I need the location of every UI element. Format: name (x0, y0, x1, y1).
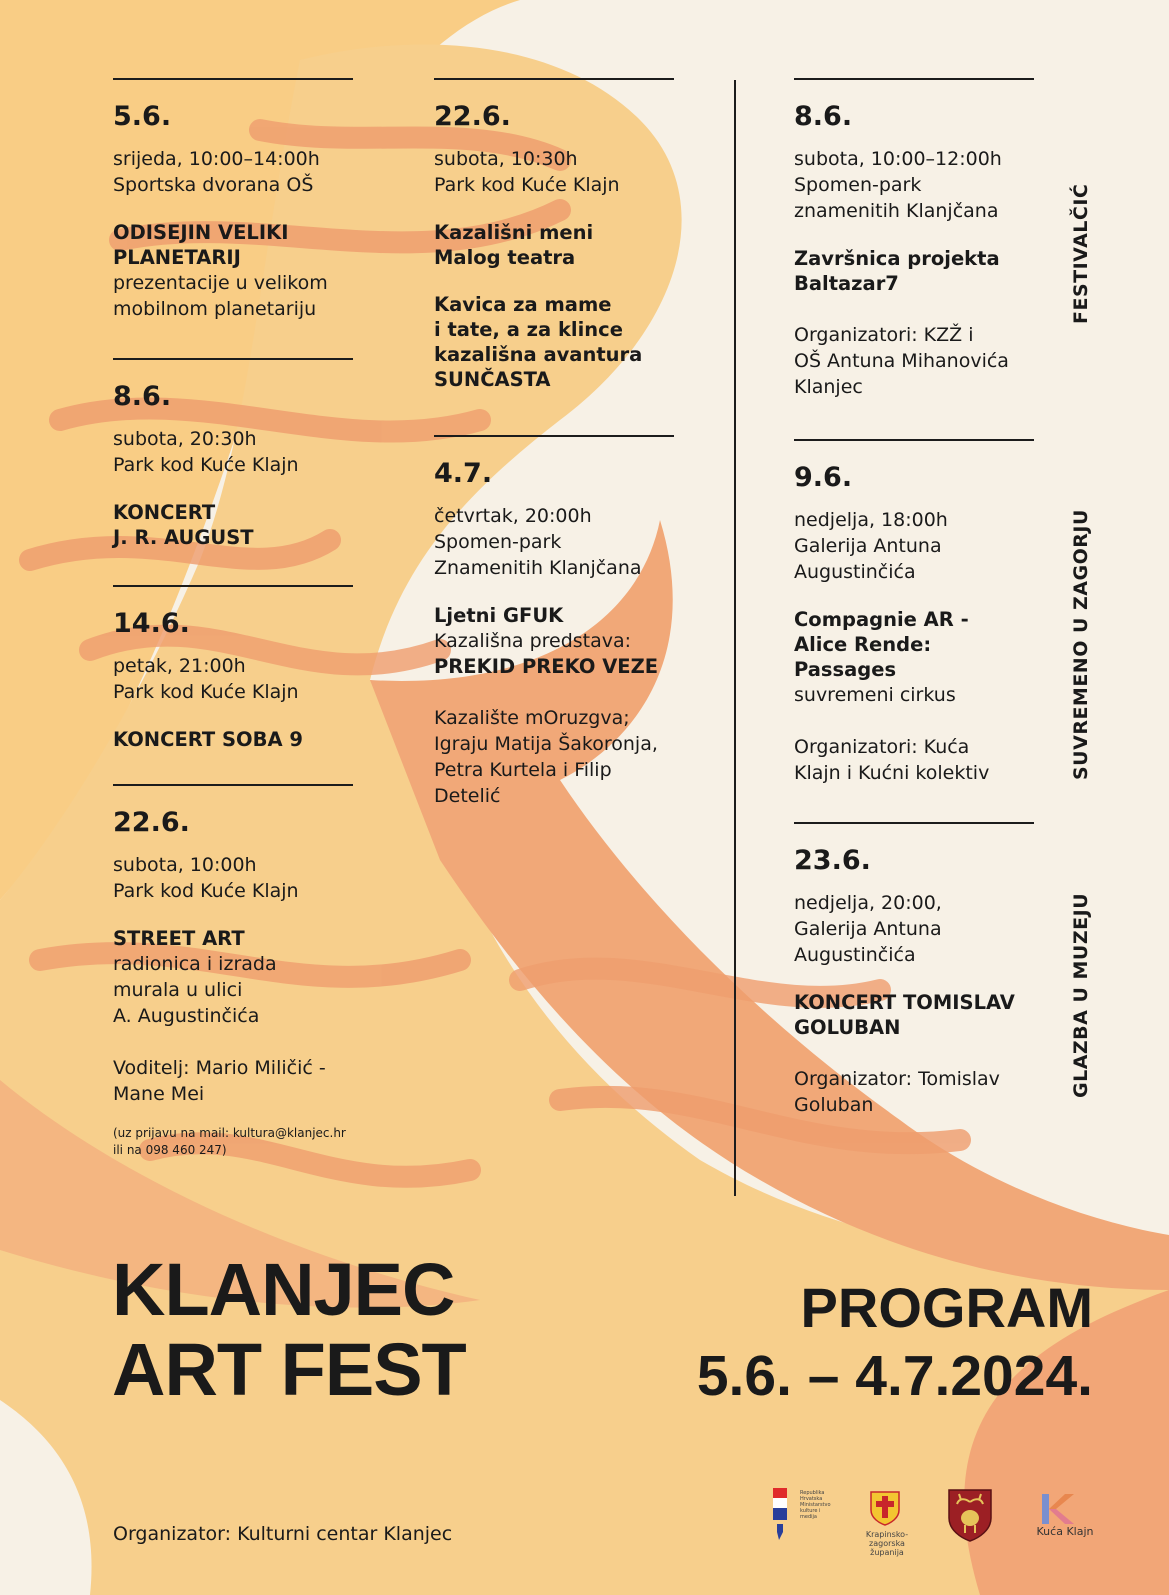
event-date: 22.6. (113, 807, 190, 838)
divider (113, 585, 353, 587)
event-venue: Augustinčića (794, 561, 916, 583)
divider (434, 78, 674, 80)
event-22-6-street-art (113, 784, 353, 1159)
event-22-6-kazalisni-meni (434, 78, 674, 392)
program-dates: 5.6. – 4.7.2024. (696, 1344, 1093, 1408)
event-venue: Galerija Antuna (794, 918, 942, 940)
event-date: 14.6. (113, 608, 190, 639)
event-title: Ljetni GFUK (434, 604, 564, 627)
festival-name-line: ART FEST (112, 1328, 466, 1411)
event-date: 5.6. (113, 101, 172, 132)
side-label-festivalcic: FESTIVALČIĆ (1070, 183, 1092, 324)
divider (794, 439, 1034, 441)
event-title: Kavica za mame (434, 293, 612, 316)
registration-note: (uz prijavu na mail: kultura@klanjec.hr (113, 1126, 346, 1140)
event-time: subota, 10:00h (113, 854, 257, 876)
event-organizer: Organizator: Tomislav (794, 1068, 1000, 1090)
event-time: srijeda, 10:00–14:00h (113, 148, 320, 170)
event-title: Baltazar7 (794, 272, 899, 295)
event-title: PREKID PREKO VEZE (434, 655, 659, 678)
event-description: Petra Kurtela i Filip (434, 759, 612, 781)
event-leader: Mane Mei (113, 1083, 205, 1105)
event-venue: Augustinčića (794, 944, 916, 966)
event-date: 4.7. (434, 458, 493, 489)
event-title: Kazališni meni (434, 221, 594, 244)
event-title: KONCERT TOMISLAV (794, 991, 1015, 1014)
event-title: Passages (794, 658, 897, 681)
event-date: 23.6. (794, 845, 871, 876)
event-description: Detelić (434, 785, 501, 807)
event-description: suvremeni cirkus (794, 684, 956, 706)
event-venue: znamenitih Klanjčana (794, 200, 999, 222)
event-description: mobilnom planetariju (113, 298, 317, 320)
event-description: murala u ulici (113, 979, 243, 1001)
event-14-6 (113, 585, 353, 752)
event-venue: Galerija Antuna (794, 535, 942, 557)
column-divider (734, 80, 736, 1196)
event-venue: Park kod Kuće Klajn (434, 174, 620, 196)
county-coat-of-arms-icon (869, 1490, 901, 1526)
event-organizer: Organizatori: KZŽ i (794, 324, 974, 346)
croatia-flag-icon (773, 1488, 789, 1544)
event-subtitle: Kazališna predstava: (434, 630, 632, 652)
divider (794, 822, 1034, 824)
event-title: Compagnie AR - (794, 608, 969, 631)
event-time: subota, 10:30h (434, 148, 578, 170)
kuca-klajn-k-icon (1038, 1492, 1078, 1526)
program-label: PROGRAM (800, 1276, 1093, 1339)
registration-note: ili na 098 460 247) (113, 1143, 227, 1157)
festival-name (112, 1250, 466, 1410)
event-title: KONCERT (113, 501, 216, 524)
event-title: i tate, a za klince (434, 318, 623, 341)
event-title: KONCERT SOBA 9 (113, 728, 303, 751)
event-venue: Park kod Kuće Klajn (113, 880, 299, 902)
side-label-suvremeno: SUVREMENO U ZAGORJU (1070, 509, 1092, 780)
event-title: Alice Rende: (794, 633, 932, 656)
event-23-6 (794, 822, 1034, 1118)
divider (794, 78, 1034, 80)
event-description: A. Augustinčića (113, 1005, 260, 1027)
event-date: 22.6. (434, 101, 511, 132)
event-9-6 (794, 439, 1034, 786)
event-time: subota, 10:00–12:00h (794, 148, 1002, 170)
event-title: PLANETARIJ (113, 246, 241, 269)
event-title: ODISEJIN VELIKI (113, 221, 289, 244)
event-venue: Spomen-park (794, 174, 922, 196)
divider (113, 784, 353, 786)
event-leader: Voditelj: Mario Miličić - (113, 1057, 326, 1079)
event-time: nedjelja, 20:00, (794, 892, 942, 914)
klanjec-coat-of-arms-icon (947, 1488, 993, 1542)
organizer-text: Organizator: Kulturni centar Klanjec (113, 1523, 453, 1545)
festival-name-line: KLANJEC (112, 1248, 455, 1331)
event-title: SUNČASTA (434, 368, 551, 391)
event-date: 8.6. (113, 381, 172, 412)
program-heading (697, 1277, 1093, 1413)
divider (113, 78, 353, 80)
event-8-6-festivalcic (794, 78, 1034, 400)
event-description: radionica i izrada (113, 953, 277, 975)
event-4-7 (434, 435, 674, 809)
event-venue: Sportska dvorana OŠ (113, 174, 314, 196)
county-logo (869, 1490, 901, 1526)
event-description: prezentacije u velikom (113, 272, 328, 294)
divider (434, 435, 674, 437)
event-description: Igraju Matija Šakoronja, (434, 733, 658, 755)
event-time: petak, 21:00h (113, 655, 246, 677)
event-venue: Park kod Kuće Klajn (113, 454, 299, 476)
kuca-klajn-logo (1030, 1492, 1110, 1542)
event-time: četvrtak, 20:00h (434, 505, 592, 527)
event-venue: Spomen-park (434, 531, 562, 553)
event-organizer: Klanjec (794, 376, 863, 398)
county-caption: Krapinsko-zagorska županija (865, 1530, 909, 1557)
event-organizer: OŠ Antuna Mihanovića (794, 350, 1009, 372)
side-label-glazba: GLAZBA U MUZEJU (1070, 892, 1092, 1098)
kuca-klajn-caption: Kuća Klajn (1036, 1525, 1094, 1538)
event-venue: Park kod Kuće Klajn (113, 681, 299, 703)
event-title: J. R. AUGUST (113, 526, 254, 549)
event-date: 9.6. (794, 462, 853, 493)
event-organizer: Klajn i Kućni kolektiv (794, 762, 990, 784)
event-title: GOLUBAN (794, 1016, 901, 1039)
event-8-6 (113, 358, 353, 550)
event-5-6 (113, 78, 353, 322)
event-organizer: Goluban (794, 1094, 874, 1116)
event-title: kazališna avantura (434, 343, 643, 366)
ministry-caption: Republika Hrvatska Ministarstvo kulture i medija (800, 1490, 831, 1520)
event-title: STREET ART (113, 927, 245, 950)
event-title: Završnica projekta (794, 247, 1000, 270)
event-title: Malog teatra (434, 246, 576, 269)
klanjec-coat-of-arms (947, 1488, 993, 1542)
event-time: nedjelja, 18:00h (794, 509, 948, 531)
event-description: Kazalište mOruzgva; (434, 707, 630, 729)
event-venue: Znamenitih Klanjčana (434, 557, 642, 579)
event-organizer: Organizatori: Kuća (794, 736, 970, 758)
divider (113, 358, 353, 360)
event-time: subota, 20:30h (113, 428, 257, 450)
event-date: 8.6. (794, 101, 853, 132)
